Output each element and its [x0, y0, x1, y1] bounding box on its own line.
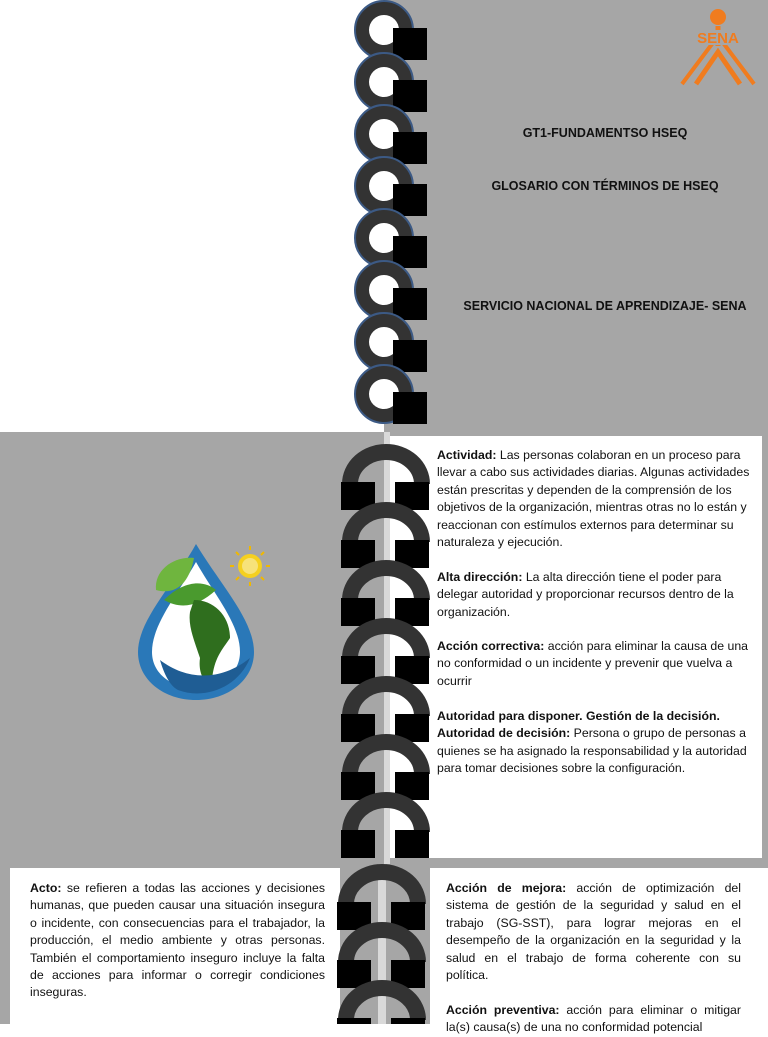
term-accion-correctiva: Acción correctiva:: [437, 639, 545, 653]
spiral-ring: [355, 209, 427, 268]
spiral-ring: [355, 313, 427, 372]
definition-accion-de-mejora: acción de optimización del sistema de gestión de la seguridad y salud en el trabajo (SG-SST), para lograr mejoras en el desempeño de la organización en la seguridad y la salud en el trabajo de forma coherente con su política.: [446, 881, 741, 983]
spiral-ring: [355, 157, 427, 216]
glossary-entry-accion-correctiva: [437, 638, 759, 690]
definition-acto: se refieren a todas las acciones y decisiones humanas, que pueden causar una situación insegura o incidente, con consecuencias para el trabajador, la producción, el medio ambiente y otras personas. También el comportamiento inseguro incluye la falta de acciones para informar o corregir condiciones inseguras.: [30, 881, 325, 1000]
definition-accion-correctiva: acción para eliminar la causa de una no conformidad o un incidente y prevenir que vuelva a ocurrir: [437, 639, 749, 688]
spiral-ring: [355, 53, 427, 112]
cover-spiral-binding: [0, 0, 768, 432]
term-actividad: Actividad:: [437, 448, 497, 462]
glossary-entry-acto: [30, 880, 325, 1002]
term-accion-preventiva: Acción preventiva:: [446, 1003, 560, 1017]
term-autoridad: Autoridad para disponer. Gestión de la decisión. Autoridad de decisión:: [437, 709, 720, 741]
definition-actividad: Las personas colaboran en un proceso para llevar a cabo sus actividades diarias. Algunas actividades están prescritas y dependen de la comprensión de los objetivos de la organización, mientras otras no lo están y reaccionan con estímulos externos para determinar su naturaleza y ejecución.: [437, 448, 750, 550]
cover-title-3: SERVICIO NACIONAL DE APRENDIZAJE- SENA: [463, 299, 747, 313]
definition-alta-direccion: La alta dirección tiene el poder para delegar autoridad y proporcionar recursos dentro de la organización.: [437, 570, 734, 619]
spiral-ring: [355, 1, 427, 60]
glossary-entry-accion-de-mejora: [446, 880, 741, 984]
glossary-entry-autoridad: [437, 708, 759, 778]
spiral-ring: [355, 105, 427, 164]
term-acto: Acto:: [30, 881, 62, 895]
term-alta-direccion: Alta dirección:: [437, 570, 523, 584]
glossary-entry-actividad: [437, 447, 759, 551]
term-accion-de-mejora: Acción de mejora:: [446, 881, 567, 895]
definition-autoridad: Persona o grupo de personas a quienes se ha asignado la responsabilidad y la autoridad para tomar decisiones sobre la configuración.: [437, 726, 747, 776]
cover-title-1: GT1-FUNDAMENTSO HSEQ: [522, 126, 688, 140]
cover-title-2: GLOSARIO CON TÉRMINOS DE HSEQ: [491, 179, 719, 193]
glossary-entry-accion-preventiva: [446, 1002, 741, 1037]
spiral-ring: [355, 261, 427, 320]
glossary-entry-alta-direccion: [437, 569, 759, 621]
definition-accion-preventiva: acción para eliminar o mitigar la(s) causa(s) de una no conformidad potencial: [446, 1003, 741, 1035]
sena-logo-text: SENA: [697, 30, 739, 47]
spiral-ring: [355, 365, 427, 424]
sena-logo: [676, 6, 760, 86]
